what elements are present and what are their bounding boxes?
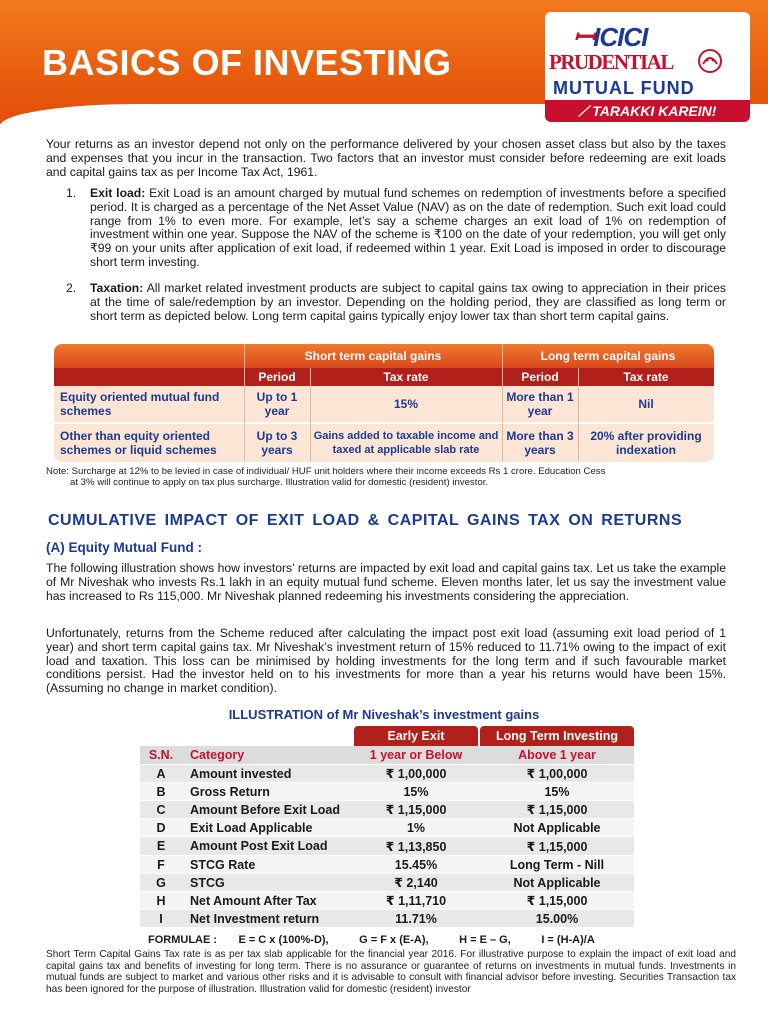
logo-prudential-text: PRUDENTIAL [549,50,673,74]
col-st-tax: Tax rate [383,370,429,384]
table-row [140,765,634,783]
row-st-tax: 15% [393,397,419,411]
group-short-term: Short term capital gains [304,349,442,363]
brand-logo [545,12,750,122]
sub-early: 1 year or Below [369,748,463,763]
table-row [140,783,634,801]
table-row [140,874,634,892]
row-long: 15% [544,784,570,799]
row-lt-tax: 20% after providing indexation [590,429,702,457]
row-long: Not Applicable [513,875,601,890]
row-long: 15.00% [535,912,579,927]
table-row [140,801,634,819]
point-text: All market related investment products are subject to capital gains tax owing to appreciation in their prices at the time of sale/redemption by an investor. Depending on the holding period, they are classified as long term or short term as depicted below. Long term capital gains typically enjoy lower tax than short term capital gains. [90,281,726,323]
col-lt-tax: Tax rate [623,370,669,384]
row-category: Exit Load Applicable [190,821,313,836]
row-lt-period: More than 3 years [506,429,574,457]
row-category: Other than equity oriented schemes or liquid schemes [60,429,217,457]
logo-tagline: ⟋ TARAKKI KAREIN! [545,100,750,122]
tax-table-group-header [54,344,714,368]
body-paragraph: Unfortunately, returns from the Scheme reduced after calculating the impact post exit load (assuming exit load period of 1 year) and short term capital gains tax. Mr Niveshak’s investment return of 15% reduced to 11.71% owing to the impact of exit load and taxation. This loss can be minimised by holding investments for the long term and if such favourable market conditions persist. Had the investor held on to his investments for more than a year his returns would have been 15%. (Assuming no change in market condition). [46,626,726,696]
row-early: 11.71% [395,912,437,927]
row-category: Net Investment return [190,912,320,927]
table-row [140,856,634,874]
point-exit-load [46,187,726,270]
group-long-term: Long term capital gains [540,349,676,363]
footnote: Short Term Capital Gains Tax rate is as per tax slab applicable for the financial year 2016. For illustrative purpose to explain the impact of exit load and capital gains tax and benefits of investing for long term. There is no assurance or guarantee of returns on investments in mutual funds. Investments in mutual funds are subject to market and various other risks and it is advisable to consult with financial advisor before investing. Securities Transaction tax has been ignored for the purpose of illustration. Illustration valid for domestic (resident) investor [46,949,736,995]
row-category: STCG [190,875,225,890]
row-sn: C [156,802,166,817]
tax-table-subheader [54,368,714,386]
sub-sn: S.N. [148,748,174,763]
row-long: ₹ 1,15,000 [526,839,588,854]
row-long: ₹ 1,00,000 [526,767,588,782]
logo-icici-text: ꟷICICI [573,22,648,52]
point-taxation [46,282,726,323]
tax-table [54,344,714,462]
row-category: Amount Post Exit Load [190,839,328,854]
row-category: Amount Before Exit Load [190,802,341,817]
point-number: 1. [66,186,77,200]
row-sn: F [157,857,165,872]
row-st-period: Up to 1 year [256,390,298,418]
table-row [140,910,634,928]
sub-category: Category [190,748,245,763]
col-divider [310,368,311,462]
table-row [140,892,634,910]
row-early: 1% [406,821,426,836]
head-early-exit: Early Exit [354,726,478,746]
row-divider [140,927,634,928]
lion-icon [695,46,725,76]
page-title: BASICS OF INVESTING [42,42,452,83]
surcharge-note [46,466,736,488]
row-long: Long Term - Nill [509,857,605,872]
row-early: ₹ 2,140 [394,876,438,891]
note-line: at 3% will continue to apply on tax plus surcharge. Illustration valid for domestic (resident) investor. [70,477,489,488]
row-lt-period: More than 1 year [506,390,574,418]
body-paragraph: The following illustration shows how investors’ returns are impacted by exit load and capital gains tax. Let us take the example of Mr Niveshak who invests Rs.1 lakh in an equity mutual fund scheme. Eleven months later, let us say the investment value has increased to Rs 115,000. Mr Niveshak planned redeeming his investments considering the appreciation. [46,561,726,603]
row-early: ₹ 1,13,850 [385,839,447,854]
col-divider [502,344,503,462]
point-text: Exit Load is an amount charged by mutual fund schemes on redemption of investments before a specified period. It is charged as a percentage of the Net Asset Value (NAV) as on the date of redemption. Such exit load could range from 1% to even more. For example, let’s say a scheme charges an exit load of 1% on redemption of investment within one year. Suppose the NAV of the scheme is ₹100 on the date of your redemption, you will get only ₹99 on your units after application of exit load, if redeemed within 1 year. Exit Load is imposed in order to discourage short term investing. [90,186,726,269]
table-row [140,837,634,855]
col-divider [578,368,579,462]
sub-title: (A) Equity Mutual Fund : [46,540,202,555]
formulae: FORMULAE : E = C x (100%-D), G = F x (E-A), H = E – G, I = (H-A)/A [148,934,595,946]
table-row [54,424,714,462]
illustration-subheader [140,746,634,764]
point-label: Taxation: [90,281,144,295]
row-early: 15.45% [394,857,438,872]
row-sn: G [156,875,166,890]
intro-paragraph: Your returns as an investor depend not only on the performance delivered by your chosen asset class but also by the taxes and expenses that you incur in the transaction. Two factors that an investor must consider before redeeming are exit loads and capital gains tax as per Income Tax Act, 1961. [46,137,726,179]
illustration-title: ILLUSTRATION of Mr Niveshak’s investment gains [228,707,540,722]
row-sn: B [156,784,166,799]
row-long: ₹ 1,15,000 [526,894,588,909]
table-row [140,819,634,837]
row-category: STCG Rate [190,857,256,872]
sub-long: Above 1 year [518,748,596,763]
row-st-period: Up to 3 years [256,429,298,457]
row-early: ₹ 1,11,710 [385,894,447,909]
row-category: Amount invested [190,766,292,781]
header-banner [0,0,768,124]
row-long: Not Applicable [513,821,601,836]
row-early: ₹ 1,15,000 [385,803,447,818]
row-early: ₹ 1,00,000 [385,767,447,782]
point-number: 2. [66,281,77,295]
table-row [54,386,714,422]
head-long-term: Long Term Investing [480,726,634,746]
row-category: Net Amount After Tax [190,893,317,908]
row-lt-tax: Nil [638,397,654,411]
col-lt-period: Period [521,370,559,384]
note-line: Note: Surcharge at 12% to be levied in case of individual/ HUF unit holders where their income exceeds Rs 1 crore. Education Cess [46,466,606,477]
logo-mutual-fund-text: MUTUAL FUND [553,78,695,98]
point-label: Exit load: [90,186,146,200]
row-sn: A [156,766,166,781]
row-early: 15% [403,784,429,799]
col-divider [244,344,245,462]
row-sn: I [159,912,163,927]
section-title: CUMULATIVE IMPACT OF EXIT LOAD & CAPITAL GAINS TAX ON RETURNS [48,512,683,529]
row-sn: D [156,821,166,836]
row-divider [54,422,714,424]
row-sn: E [156,839,166,854]
col-st-period: Period [258,370,296,384]
row-category: Gross Return [190,784,270,799]
row-long: ₹ 1,15,000 [526,803,588,818]
row-sn: H [156,893,166,908]
row-category: Equity oriented mutual fund schemes [60,390,220,418]
row-st-tax: Gains added to taxable income and taxed at applicable slab rate [313,430,499,456]
